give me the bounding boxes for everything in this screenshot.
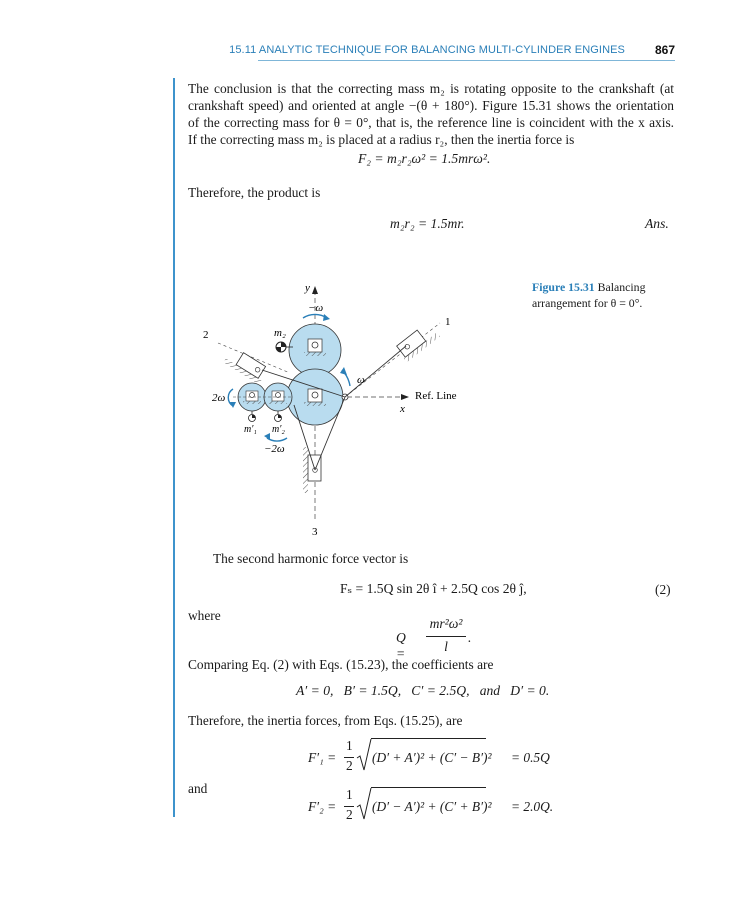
text-where: where [188,608,221,623]
para-line: crankshaft speed) and oriented at angle −(θ + 180°). Figure 15.31 shows the orientation [188,98,674,113]
label-y-axis: y [305,282,310,294]
equation-product: m₂r₂ = 1.5mr. [390,216,465,231]
para-line: The conclusion is that the correcting mass m₂ is rotating opposite to the crankshaft (at [188,81,674,96]
equation-F2: F₂ = m₂r₂ω² = 1.5mrω². [358,151,491,166]
para-line: of the correcting mass for θ = 0°, that is, the reference line is coincident with the x axis. [188,115,674,130]
answer-label: Ans. [645,216,669,231]
equation-F2-prime: F′₂ = 1 2 (D′ − A′)² + (C′ + B′)² = 2.0Q. [308,787,554,822]
label-omega: ω [357,374,365,386]
figure-caption [532,279,645,311]
label-neg-omega: −ω [308,302,324,314]
label-m2-prime: m′₂ [272,424,285,435]
equation-number: (2) [655,582,671,597]
header-rule [258,60,675,61]
page-number: 867 [654,43,675,57]
text-comparing: Comparing Eq. (2) with Eqs. (15.23), the coefficients are [188,657,494,672]
text-and: and [188,781,208,796]
label-m2: m₂ [274,327,286,339]
label-two-omega: 2ω [212,392,226,404]
label-x-axis: x [400,403,405,415]
paragraph-conclusion [188,80,674,148]
figure-balancing-arrangement [190,270,490,550]
label-neg-two-omega: −2ω [264,443,285,455]
equation-F1-prime: F′₁ = 1 2 (D′ + A′)² + (C′ − B′)² = 0.5Q [308,738,550,773]
running-header [0,38,737,60]
para-line: If the correcting mass m₂ is placed at a radius r₂, then the inertia force is [188,132,575,147]
label-ref-line: Ref. Line [415,390,457,402]
caption-line2: arrangement for θ = 0°. [532,296,643,310]
caption-label: Figure 15.31 [532,280,595,294]
section-title: 15.11 ANALYTIC TECHNIQUE FOR BALANCING MULTI-CYLINDER ENGINES [229,44,625,56]
equation-Fs: Fₛ = 1.5Q sin 2θ î + 2.5Q cos 2θ ĵ, [340,581,527,596]
equation-coefficients: A′ = 0, B′ = 1.5Q, C′ = 2.5Q, and D′ = 0. [296,683,550,698]
label-m1-prime: m′₁ [244,424,257,435]
text-second-harmonic: The second harmonic force vector is [213,551,409,566]
label-cylinder-2: 2 [203,329,209,341]
caption-line1: Balancing [597,280,646,294]
label-cylinder-1: 1 [445,316,451,328]
text-therefore-inertia: Therefore, the inertia forces, from Eqs. (15.25), are [188,713,463,728]
margin-bar [173,78,175,817]
label-cylinder-3: 3 [312,526,318,538]
text-product: Therefore, the product is [188,185,321,200]
